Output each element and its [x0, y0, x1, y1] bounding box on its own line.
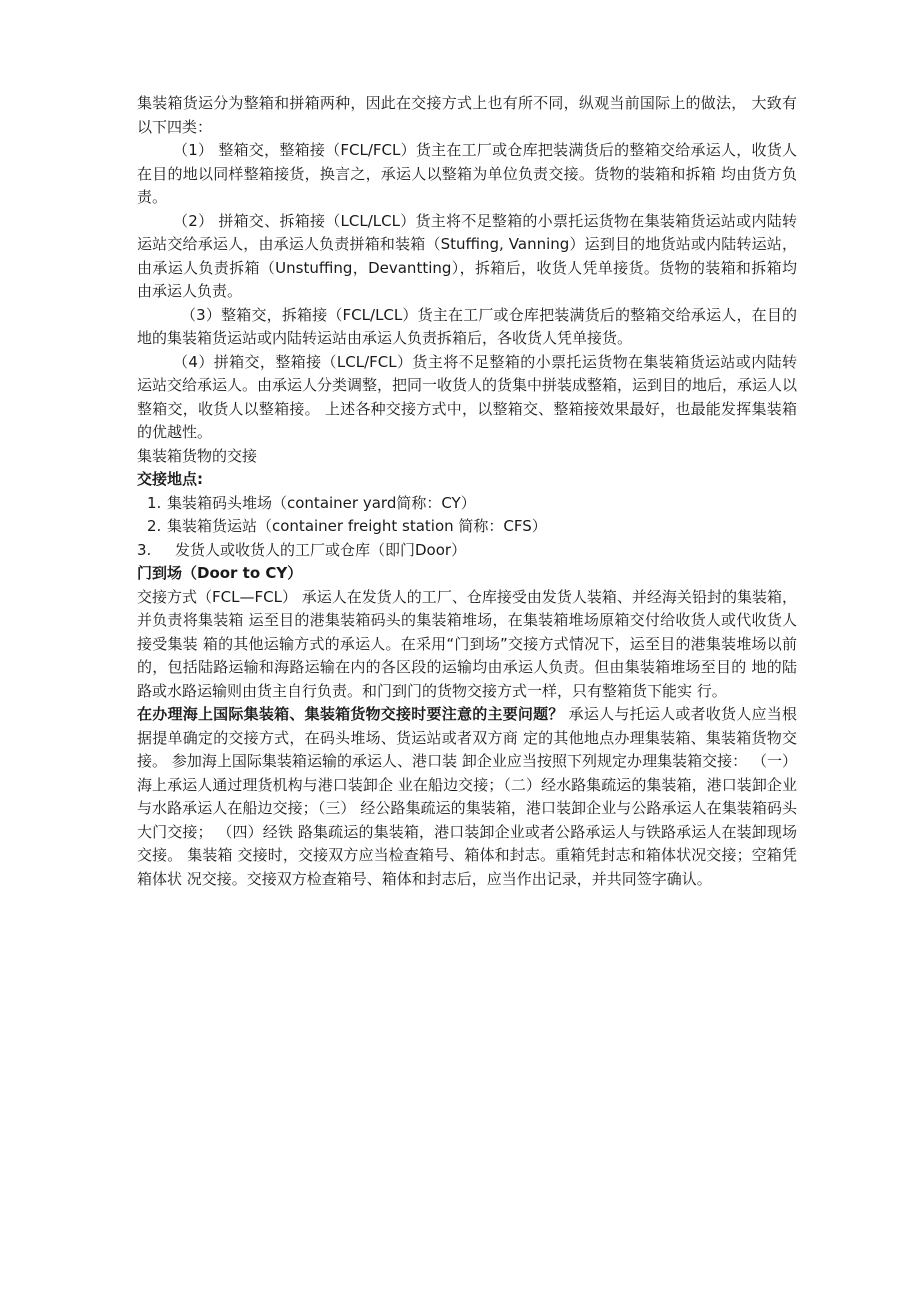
type1-paragraph: （1） 整箱交，整箱接（FCL/FCL）货主在工厂或仓库把装满货后的整箱交给承运人，收货人在目的地以同样整箱接货，换言之，承运人以整箱为单位负责交接。货物的装箱和拆箱 均由货方负责。 [137, 141, 797, 206]
question-body: 承运人与托运人或者收货人应当根据提单确定的交接方式，在码头堆场、货运站或者双方商 定的其他地点办理集装箱、集装箱货物交接。 参加海上国际集装箱运输的承运人、港口装 卸企业应当按照下列规定办理集装箱交接： （一）海上承运人通过理货机构与港口装卸企 业在船边交接；（二）经水路集疏运的集装箱，港口装卸企业与水路承运人在船边交接；（三） 经公路集疏运的集装箱，港口装卸企业与公路承运人在集装箱码头大门交接； （四）经铁 路集疏运的集装箱，港口装卸企业或者公路承运人与铁路承运人在装卸现场交接。 集装箱 交接时，交接双方应当检查箱号、箱体和封志。重箱凭封志和箱体状况交接；空箱凭箱体状 况交接。交接双方检查箱号、箱体和封志后，应当作出记录，并共同签字确认。 [137, 705, 797, 888]
document-body [137, 92, 797, 891]
door-cy-paragraph: 交接方式（FCL—FCL） 承运人在发货人的工厂、仓库接受由发货人装箱、并经海关铅封的集装箱，并负责将集装箱 运至目的港集装箱码头的集装箱堆场，在集装箱堆场原箱交付给收货人或代收货人接受集装 箱的其他运输方式的承运人。在采用“门到场”交接方式情况下，运至目的港集装堆场以前 的，包括陆路运输和海路运输在内的各区段的运输均由承运人负责。但由集装箱堆场至目的 地的陆路或水路运输则由货主自行负责。和门到门的货物交接方式一样，只有整箱货下能实 行。 [137, 587, 797, 700]
list-item [137, 515, 797, 539]
list-item [137, 539, 797, 563]
question-paragraph [137, 703, 797, 891]
door-cy-heading: 门到场（Door to CY） [137, 564, 303, 582]
places-heading: 交接地点: [137, 470, 203, 488]
list-number: 1. [147, 493, 162, 512]
list-item [137, 492, 797, 516]
type3-paragraph: （3）整箱交，拆箱接（FCL/LCL）货主在工厂或仓库把装满货后的整箱交给承运人，在目的地的集装箱货运站或内陆转运站由承运人负责拆箱后，各收货人凭单接货。 [137, 305, 797, 347]
type4-paragraph: （4）拼箱交，整箱接（LCL/FCL）货主将不足整箱的小票托运货物在集装箱货运站或内陆转运站交给承运人。由承运人分类调整，把同一收货人的货集中拼装成整箱，运到目的地后，承运人以整箱交，收货人以整箱接。 上述各种交接方式中，以整箱交、整箱接效果最好，也最能发挥集装箱的优越性。 [137, 352, 798, 441]
section-title: 集装箱货物的交接 [137, 446, 258, 465]
type2-paragraph: （2） 拼箱交、拆箱接（LCL/LCL）货主将不足整箱的小票托运货物在集装箱货运站或内陆转运站交给承运人，由承运人负责拼箱和装箱（Stuffing, Vanning）运到目的地货站或内陆转运站，由承运人负责拆箱（Unstuffing，Devantting），拆箱后，收货人凭单接货。货物的装箱和拆箱均由承运人负责。 [137, 211, 797, 300]
list-number: 3. [137, 540, 152, 559]
list-text: 集装箱货运站（container freight station 简称：CFS） [167, 517, 547, 535]
question-title: 在办理海上国际集装箱、集装箱货物交接时要注意的主要问题？ [137, 705, 564, 723]
list-text: 集装箱码头堆场（container yard简称：CY） [167, 493, 476, 512]
list-number: 2. [147, 517, 162, 535]
intro-paragraph: 集装箱货运分为整箱和拼箱两种，因此在交接方式上也有所不同，纵观当前国际上的做法， 大致有以下四类： [137, 94, 797, 136]
list-text: 发货人或收货人的工厂或仓库（即门Door） [175, 540, 467, 559]
